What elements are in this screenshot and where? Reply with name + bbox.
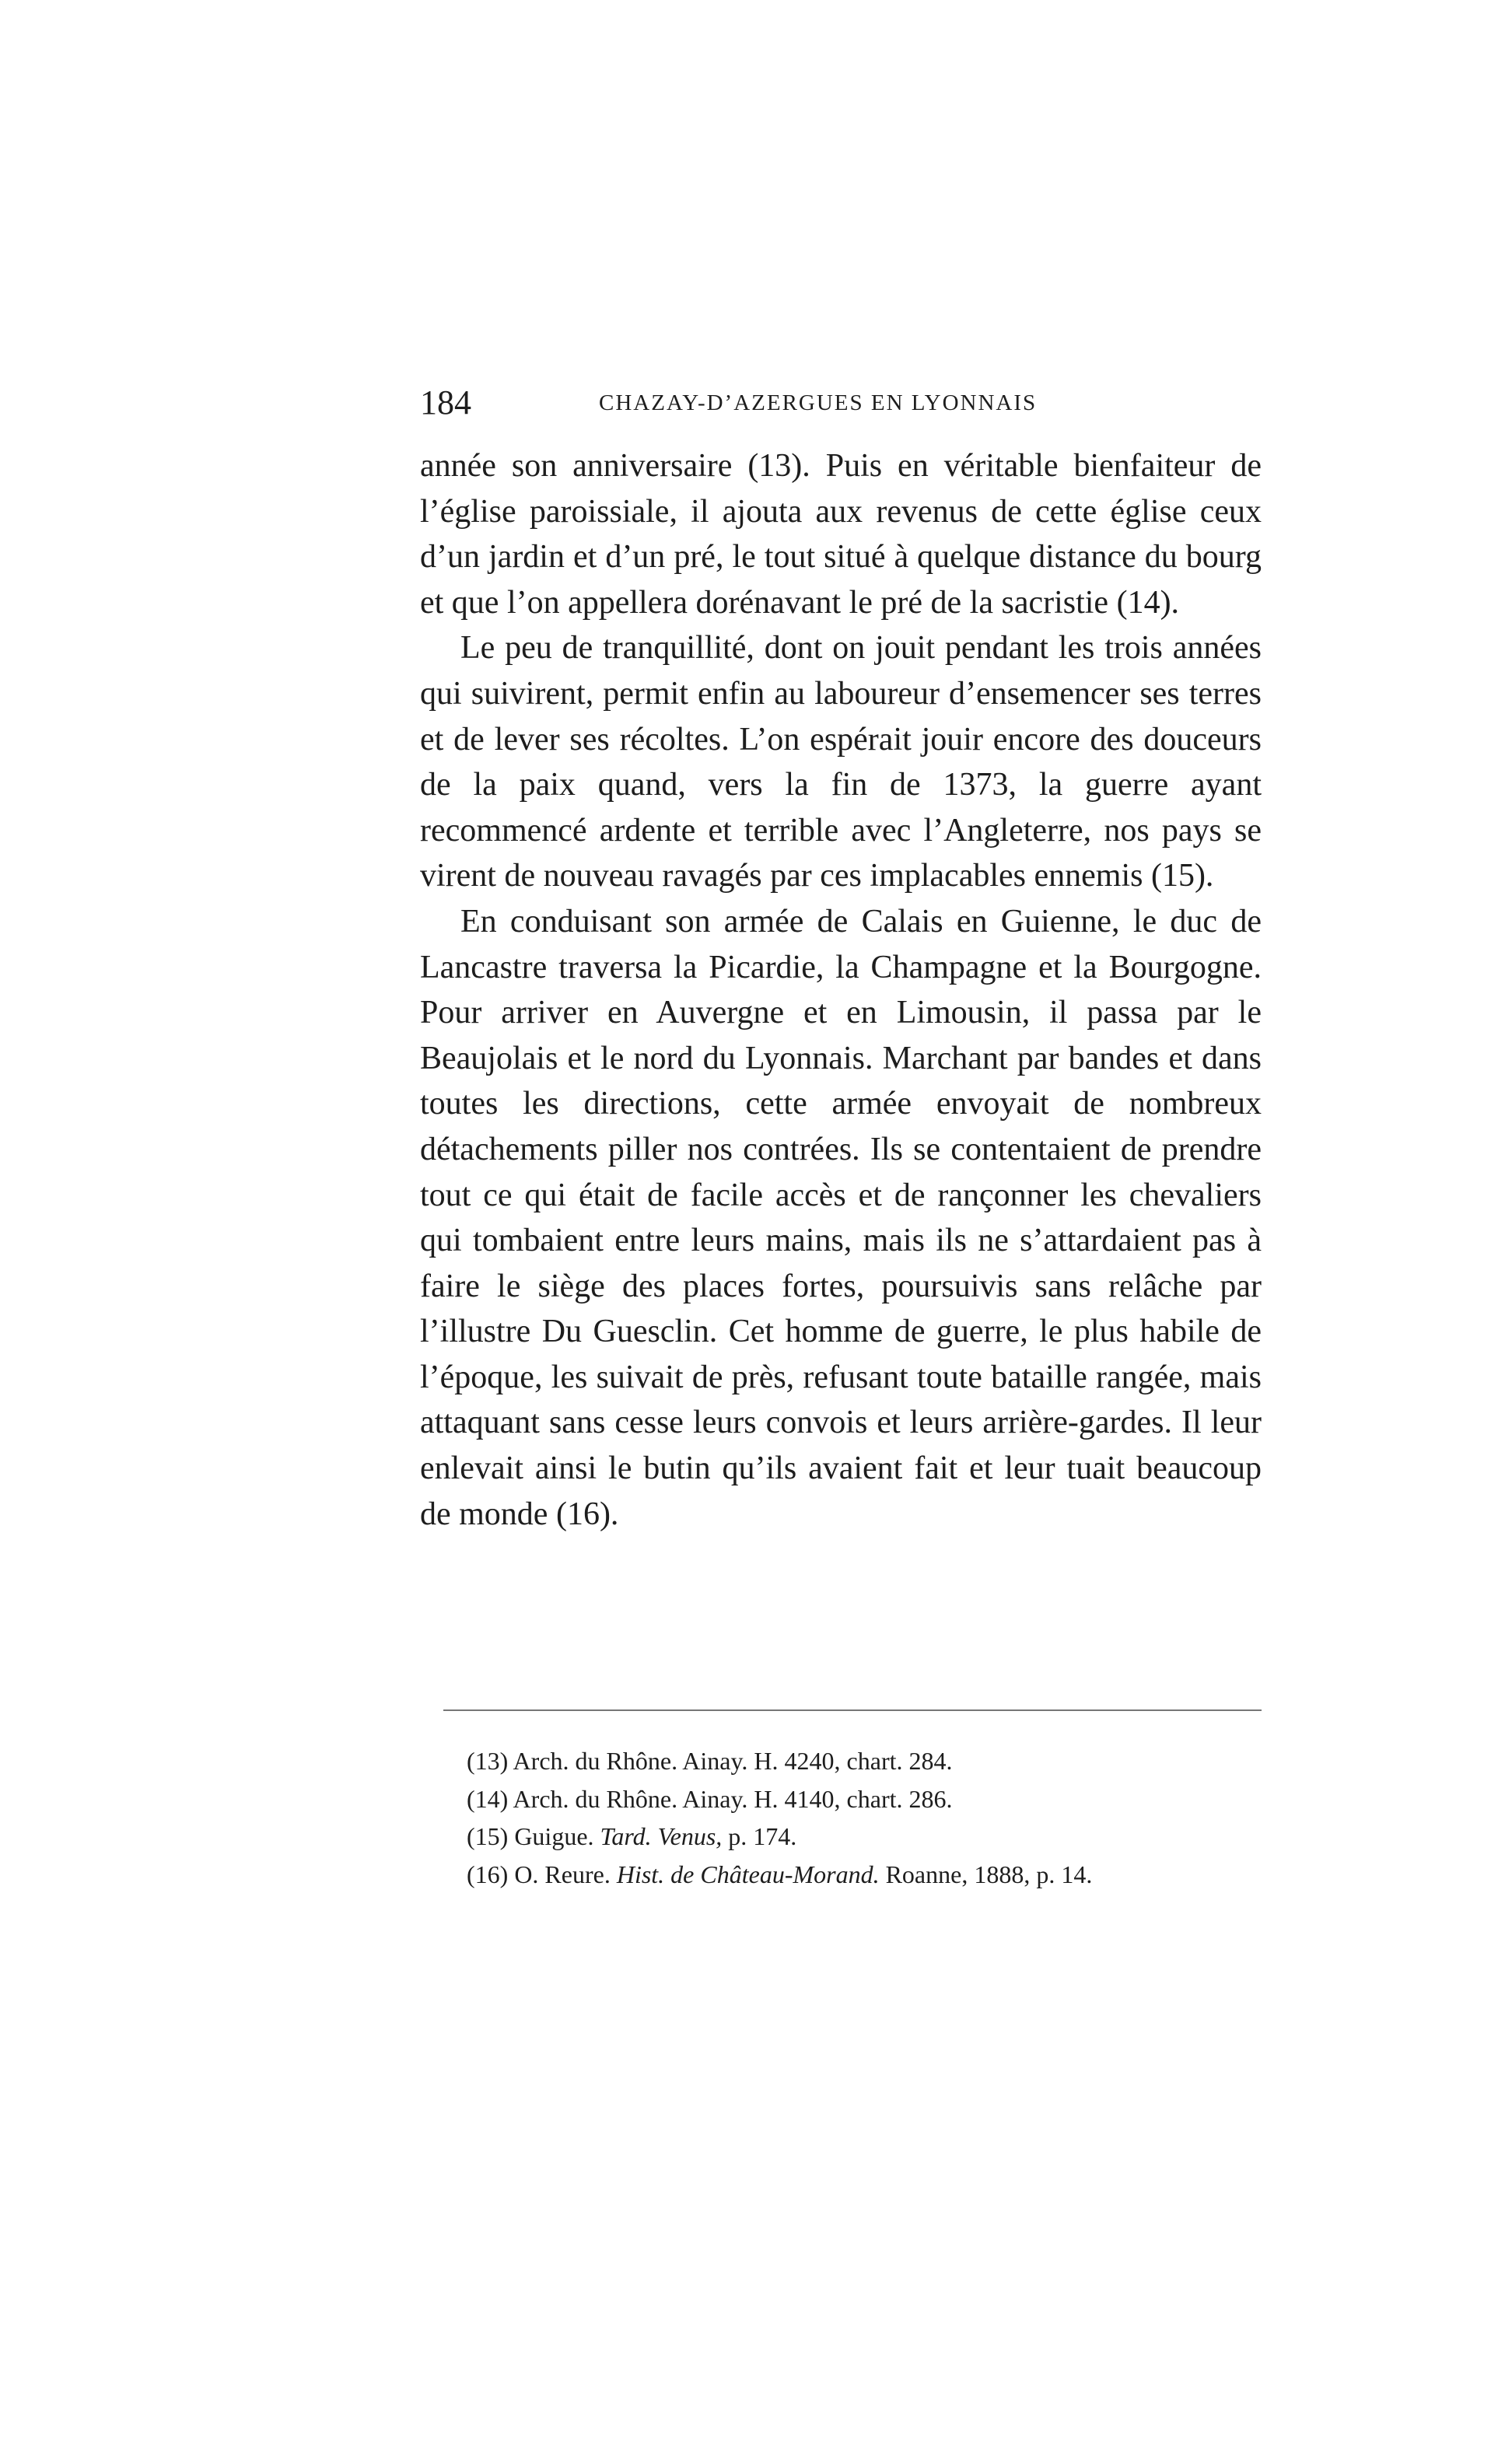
footnote-number: (13) — [467, 1747, 509, 1775]
paragraph-1: année son anniversaire (13). Puis en véritable bienfaiteur de l’église paroissiale, il ajouta aux revenus de cette église ceux d’un jardin et d’un pré, le tout situé à quelque distance du bourg et que l’on appellera dorénavant le pré de la sacristie (14). — [420, 448, 1262, 621]
footnote-page: p. 174. — [728, 1822, 797, 1850]
paragraph-2: Le peu de tranquillité, dont on jouit pendant les trois années qui suivirent, permit enfin au laboureur d’ensemencer ses terres et de lever ses récoltes. L’on espérait jouir encore des douceurs de la paix quand, vers la fin de 1373, la guerre ayant recommencé ardente et terrible avec l’Angleterre, nos pays se virent de nouveau ravagés par ces implacables ennemis (15). — [420, 630, 1262, 894]
running-head — [420, 380, 1268, 426]
body-text — [420, 443, 1262, 1537]
footnote-13 — [467, 1742, 1260, 1780]
footnotes — [467, 1742, 1260, 1893]
footnote-text: Arch. du Rhône. Ainay. H. 4140, chart. 286. — [513, 1784, 953, 1813]
footnote-title: Tard. Venus, — [600, 1822, 723, 1850]
footnote-number: (16) — [467, 1860, 509, 1888]
footnote-title: Hist. de Château-Morand. — [616, 1860, 880, 1888]
paragraph-3: En conduisant son armée de Calais en Guienne, le duc de Lancastre traversa la Picardie, la Champagne et la Bourgogne. Pour arriver en Auvergne et en Limousin, il passa par le Beaujolais et le nord du Lyonnais. Marchant par bandes et dans toutes les directions, cette armée envoyait de nombreux détachements piller nos contrées. Ils se contentaient de prendre tout ce qui était de facile accès et de rançonner les chevaliers qui tombaient entre leurs mains, mais ils ne s’attardaient pas à faire le siège des places fortes, poursuivis sans relâche par l’illustre Du Guesclin. Cet homme de guerre, le plus habile de l’époque, les suivait de près, refusant toute bataille rangée, mais attaquant sans cesse leurs convois et leurs arrière-gardes. Il leur enlevait ainsi le butin qu’ils avaient fait et leur tuait beaucoup de monde (16). — [420, 903, 1262, 1532]
footnote-page: Roanne, 1888, p. 14. — [885, 1860, 1093, 1888]
footnote-number: (14) — [467, 1784, 509, 1813]
footnote-14 — [467, 1780, 1260, 1818]
footnote-text: Arch. du Rhône. Ainay. H. 4240, chart. 284. — [513, 1747, 953, 1775]
footnote-author: Guigue. — [514, 1822, 594, 1850]
page-number: 184 — [420, 383, 471, 422]
footnote-author: O. Reure. — [514, 1860, 611, 1888]
footnote-16 — [467, 1856, 1260, 1894]
footnote-number: (15) — [467, 1822, 509, 1850]
footnote-separator — [443, 1709, 1262, 1711]
footnote-15 — [467, 1818, 1260, 1856]
running-title: CHAZAY-D’AZERGUES EN LYONNAIS — [599, 390, 1038, 415]
